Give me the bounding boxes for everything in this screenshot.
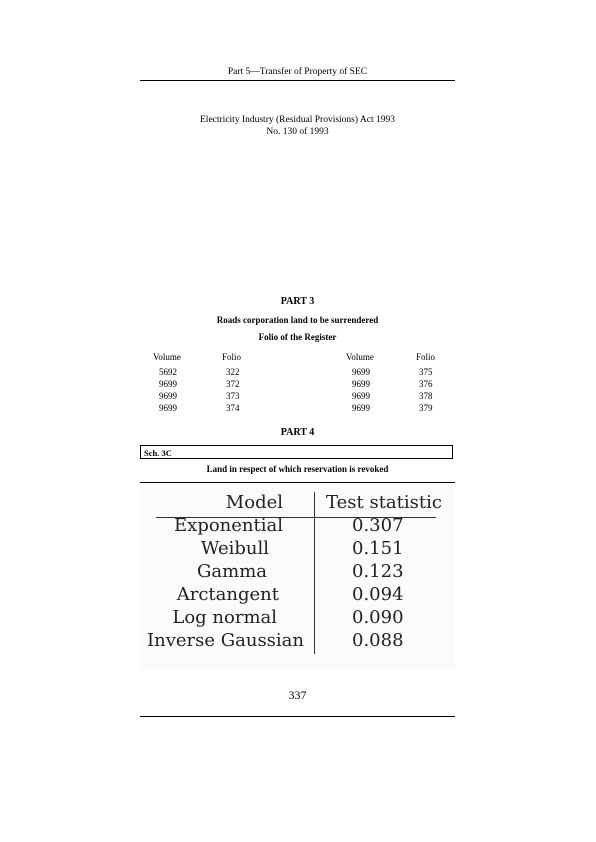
model-cell-box	[140, 607, 303, 631]
folio-table-title: Folio of the Register	[258, 332, 337, 342]
statistic-cell: 0.094	[352, 584, 404, 605]
statistic-cell: 0.123	[352, 561, 404, 582]
part-4-heading: PART 4	[280, 427, 315, 438]
folio-table-cell: 9699	[159, 391, 177, 401]
statistic-cell: 0.307	[352, 515, 404, 536]
statistic-cell: 0.088	[352, 630, 404, 651]
folio-table-cell: 9699	[159, 379, 177, 389]
act-title: Electricity Industry (Residual Provisions) Act 1993	[200, 115, 395, 125]
act-citation	[140, 114, 455, 138]
header-rule	[140, 80, 455, 81]
part-3-heading: PART 3	[280, 296, 315, 307]
folio-column-header: Folio	[222, 352, 242, 362]
model-cell: Log normal	[172, 607, 277, 628]
folio-column-header: Folio	[416, 352, 436, 362]
running-head: Part 5—Transfer of Property of SEC	[227, 67, 368, 77]
model-header: Model	[225, 492, 283, 513]
folio-table-cell: 9699	[159, 403, 177, 413]
model-table-column-rule	[314, 492, 315, 654]
folio-table-cell: 9699	[352, 391, 370, 401]
folio-table-cell: 374	[226, 403, 240, 413]
folio-table-cell: 9699	[352, 367, 370, 377]
model-cell-box	[140, 584, 303, 608]
model-header-cell	[140, 492, 303, 516]
folio-table-cell: 9699	[352, 403, 370, 413]
model-cell: Gamma	[197, 561, 267, 582]
footer-rule	[140, 716, 455, 717]
part-3-subheading: Roads corporation land to be surrendered	[216, 315, 379, 325]
folio-table-cell: 373	[226, 391, 240, 401]
section-rule	[140, 482, 455, 483]
model-cell: Inverse Gaussian	[147, 630, 304, 651]
model-cell-box	[140, 538, 303, 562]
folio-table-cell: 379	[419, 403, 433, 413]
folio-table-cell: 375	[419, 367, 433, 377]
model-cell: Exponential	[174, 515, 283, 536]
folio-table-cell: 9699	[352, 379, 370, 389]
model-cell: Arctangent	[176, 584, 279, 605]
statistic-header: Test statistic	[326, 492, 442, 513]
folio-table-cell: 378	[419, 391, 433, 401]
page-number: 337	[288, 688, 307, 702]
act-number: No. 130 of 1993	[266, 127, 329, 137]
model-cell: Weibull	[200, 538, 269, 559]
model-statistic-table	[140, 486, 455, 670]
folio-table-cell: 376	[419, 379, 433, 389]
part-4-subheading: Land in respect of which reservation is revoked	[206, 464, 389, 474]
statistic-cell: 0.090	[352, 607, 404, 628]
schedule-label: Sch. 3C	[140, 445, 453, 459]
folio-table-cell: 5692	[159, 367, 177, 377]
model-cell-box	[140, 561, 303, 585]
folio-table-cell: 372	[226, 379, 240, 389]
model-cell-box	[140, 515, 303, 539]
statistic-cell: 0.151	[352, 538, 404, 559]
model-cell-box	[140, 630, 310, 654]
folio-column-header: Volume	[346, 352, 374, 362]
folio-table-cell: 322	[226, 367, 240, 377]
folio-column-header: Volume	[153, 352, 181, 362]
